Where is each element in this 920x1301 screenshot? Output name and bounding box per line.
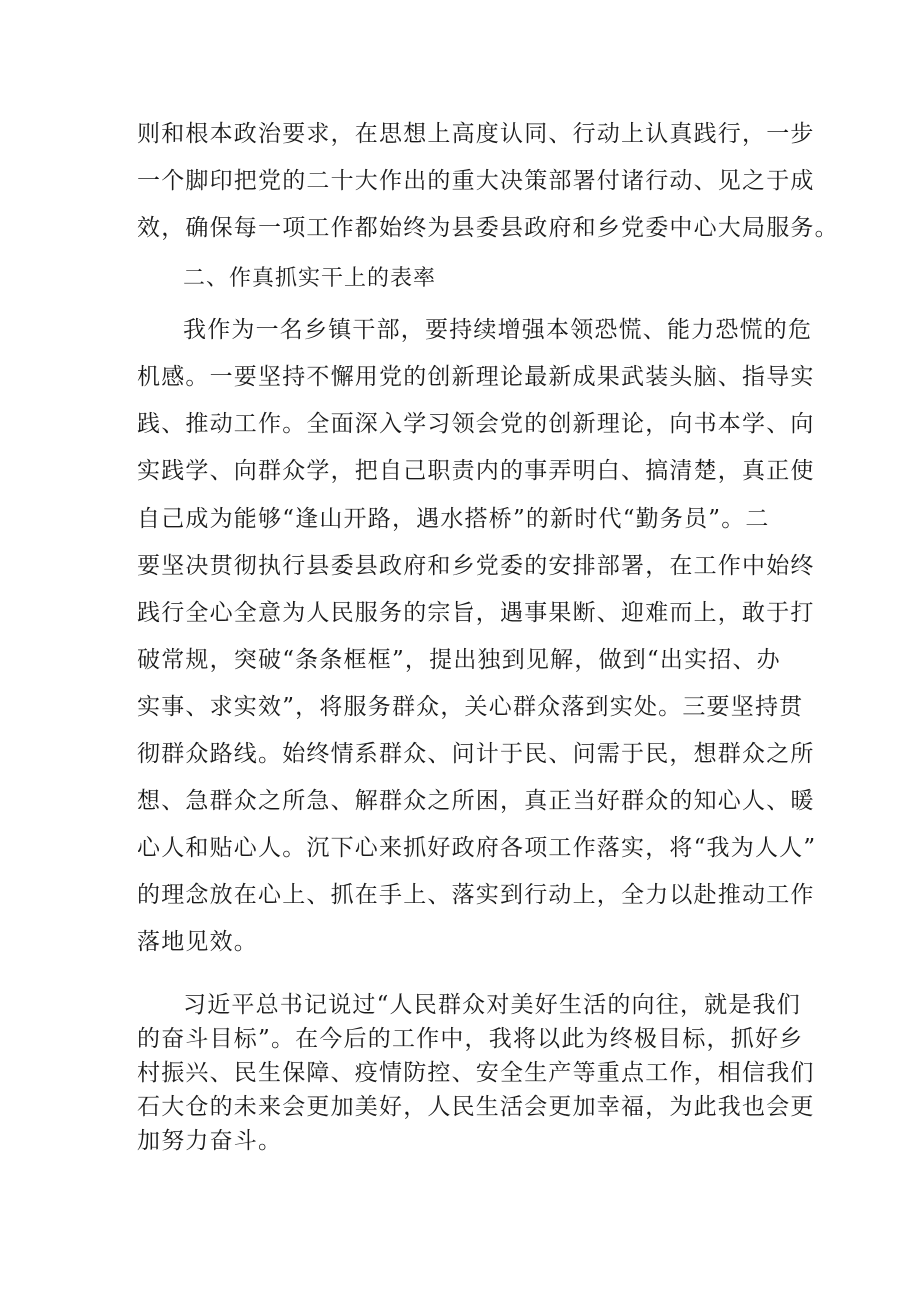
closing-line-3: 村振兴、民生保障、疫情防控、安全生产等重点工作，相信我们 xyxy=(137,1060,815,1086)
body-line-13: 的理念放在心上、抓在手上、落实到行动上，全力以赴推动工作 xyxy=(137,882,815,908)
body-line-6: 要坚决贯彻执行县委县政府和乡党委的安排部署，在工作中始终 xyxy=(137,553,815,579)
body-line-4: 实践学、向群众学，把自己职责内的事弄明白、搞清楚，真正使 xyxy=(137,458,815,484)
closing-line-5: 加努力奋斗。 xyxy=(137,1128,283,1154)
closing-line-1: 习近平总书记说过“人民群众对美好生活的向往，就是我们 xyxy=(183,992,801,1018)
intro-line-1: 则和根本政治要求，在思想上高度认同、行动上认真践行，一步 xyxy=(137,121,815,147)
body-line-5: 自己成为能够“逢山开路，遇水搭桥”的新时代“勤务员”。二 xyxy=(137,506,770,532)
body-line-2: 机感。一要坚持不懈用党的创新理论最新成果武装头脑、指导实 xyxy=(137,364,815,390)
body-line-7: 践行全心全意为人民服务的宗旨，遇事果断、迎难而上，敢于打 xyxy=(137,600,815,626)
closing-line-2: 的奋斗目标”。在今后的工作中，我将以此为终极目标，抓好乡 xyxy=(137,1026,804,1052)
body-line-10: 彻群众路线。始终情系群众、问计于民、问需于民，想群众之所 xyxy=(137,741,815,767)
body-line-3: 践、推动工作。全面深入学习领会党的创新理论，向书本学、向 xyxy=(137,411,815,437)
body-line-9: 实事、求实效”，将服务群众，关心群众落到实处。三要坚持贯 xyxy=(137,694,804,720)
intro-line-3: 效，确保每一项工作都始终为县委县政府和乡党委中心大局服务。 xyxy=(137,215,839,241)
body-line-12: 心人和贴心人。沉下心来抓好政府各项工作落实，将“我为人人” xyxy=(137,835,817,861)
body-line-11: 想、急群众之所急、解群众之所困，真正当好群众的知心人、暖 xyxy=(137,788,815,814)
body-line-14: 落地见效。 xyxy=(137,929,258,955)
body-line-8: 破常规，突破“条条框框”，提出独到见解，做到“出实招、办 xyxy=(137,647,781,673)
intro-line-2: 一个脚印把党的二十大作出的重大决策部署付诸行动、见之于成 xyxy=(137,168,815,194)
closing-line-4: 石大仓的未来会更加美好，人民生活会更加幸福，为此我也会更 xyxy=(137,1094,815,1120)
section-heading: 二、作真抓实干上的表率 xyxy=(183,266,437,291)
body-line-1: 我作为一名乡镇干部，要持续增强本领恐慌、能力恐慌的危 xyxy=(183,317,813,343)
